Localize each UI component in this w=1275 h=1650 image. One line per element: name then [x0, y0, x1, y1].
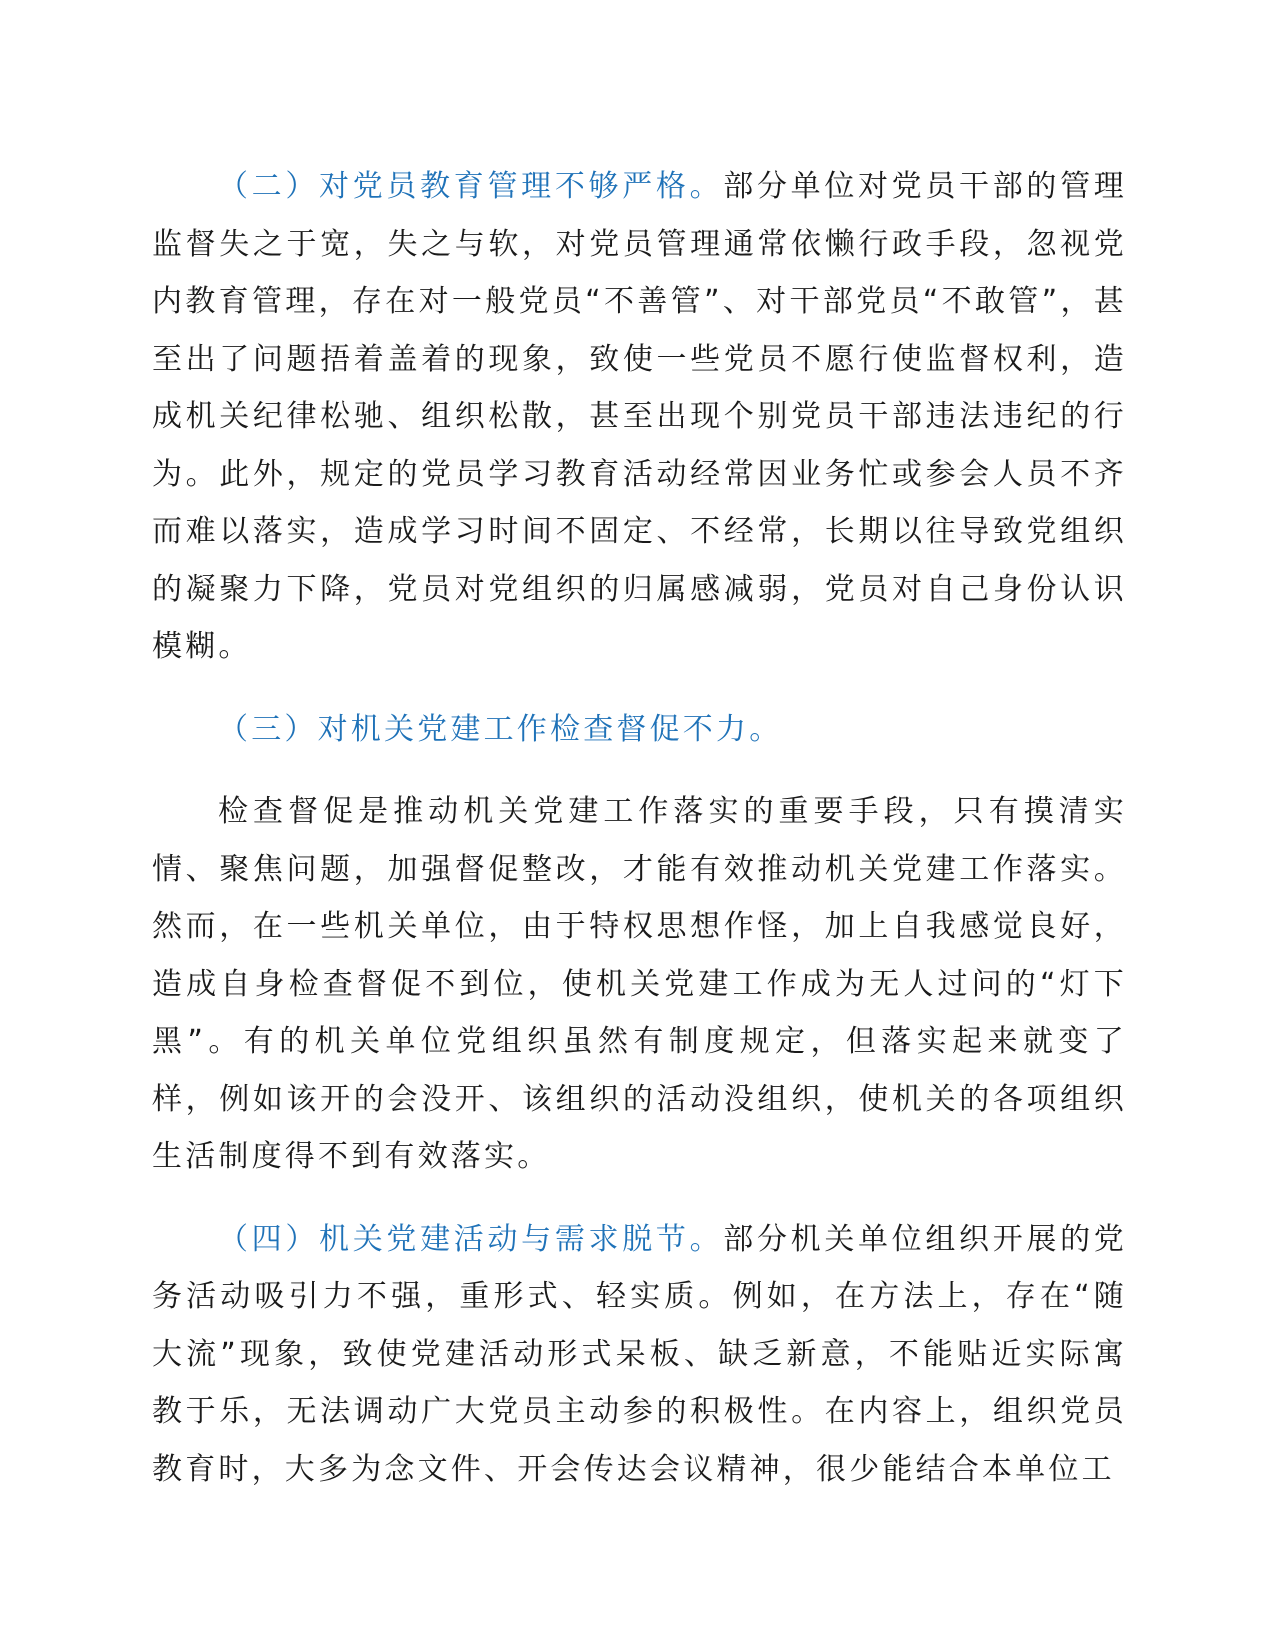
section-three-body-paragraph [152, 783, 1127, 1186]
paragraph-gap [152, 1186, 1127, 1211]
section-three-heading: （三）对机关党建工作检查督促不力。 [218, 711, 783, 747]
paragraph-gap [152, 758, 1127, 783]
section-four-text: 部分机关单位组织开展的党务活动吸引力不强，重形式、轻实质。例如，在方法上，存在“随大流”现象，致使党建活动形式呆板、缺乏新意，不能贴近实际寓教于乐，无法调动广大党员主动参的积极性。在内容上，组织党员教育时，大多为念文件、开会传达会议精神，很少能结合本单位工 [152, 1221, 1127, 1487]
section-four-heading: （四）机关党建活动与需求脱节。 [218, 1221, 724, 1257]
section-two-paragraph [152, 158, 1127, 676]
section-four-paragraph [152, 1211, 1127, 1499]
section-two-heading: （二）对党员教育管理不够严格。 [218, 169, 724, 204]
section-three-paragraph [152, 701, 1127, 759]
document-body [152, 158, 1127, 1498]
section-three-text: 检查督促是推动机关党建工作落实的重要手段，只有摸清实情、聚焦问题，加强督促整改，才能有效推动机关党建工作落实。然而，在一些机关单位，由于特权思想作怪，加上自我感觉良好，造成自身检查督促不到位，使机关党建工作成为无人过问的“灯下黑”。有的机关单位党组织虽然有制度规定，但落实起来就变了样，例如该开的会没开、该组织的活动没组织，使机关的各项组织生活制度得不到有效落实。 [152, 794, 1127, 1174]
section-two-text: 部分单位对党员干部的管理监督失之于宽，失之与软，对党员管理通常依懒行政手段，忽视党内教育管理，存在对一般党员“不善管”、对干部党员“不敢管”，甚至出了问题捂着盖着的现象，致使一些党员不愿行使监督权利，造成机关纪律松驰、组织松散，甚至出现个别党员干部违法违纪的行为。此外，规定的党员学习教育活动经常因业务忙或参会人员不齐而难以落实，造成学习时间不固定、不经常，长期以往导致党组织的凝聚力下降，党员对党组织的归属感减弱，党员对自己身份认识模糊。 [152, 169, 1127, 664]
paragraph-gap [152, 676, 1127, 701]
